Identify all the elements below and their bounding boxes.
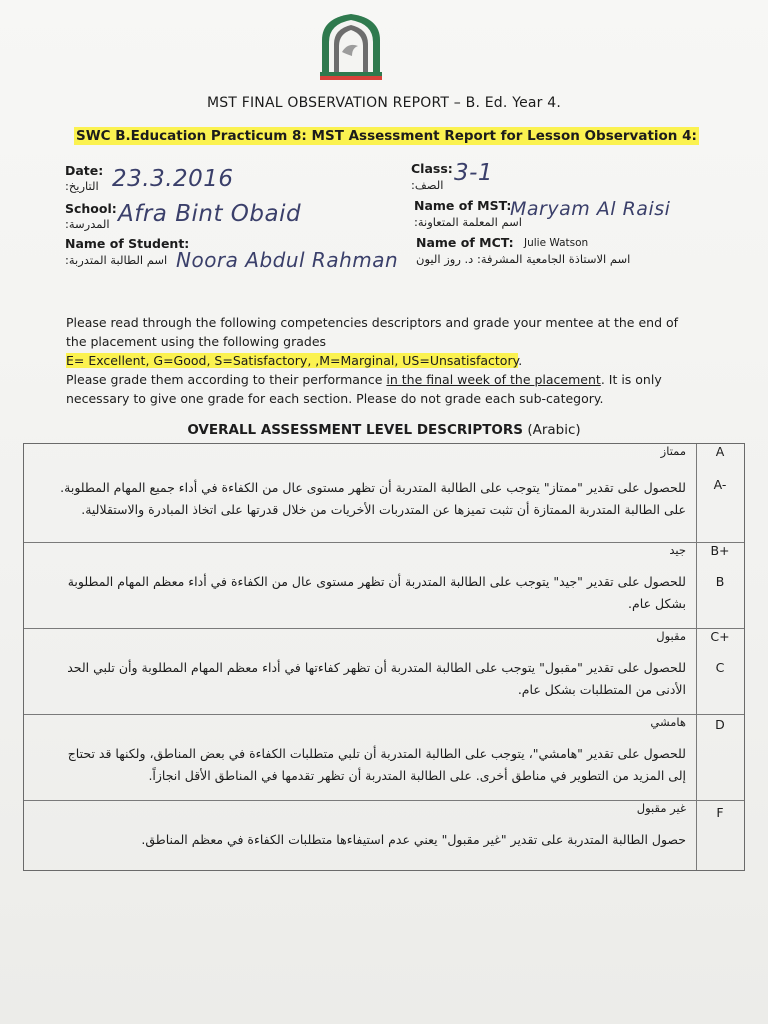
table-row (24, 542, 744, 628)
instructions: Please read through the following competencies descriptors and grade your mentee at the end of the placement using the following grades E= Excellent, G=Good, S=Satisfactory, ,M=Marginal, US=Unsatisfactory. Please grade them according to their performance in the final week of the placement. It is only necessary to give one grade for each section. Please do not grade each sub-category. (66, 313, 686, 408)
instructions-line-1: Please read through the following competencies descriptors and grade your mentee at the end of (66, 315, 679, 330)
grade-label: F (716, 805, 724, 820)
class-label: Class: (411, 161, 453, 176)
descriptors-table (23, 443, 745, 871)
date-label-ar: التاريخ: (65, 179, 99, 193)
date-value: 23.3.2016 (112, 166, 234, 192)
school-value: Afra Bint Obaid (118, 201, 302, 227)
descriptors-table-title: OVERALL ASSESSMENT LEVEL DESCRIPTORS (Arabic) (187, 422, 581, 438)
descriptor-line: بشكل عام. (628, 596, 686, 611)
class-value: 3-1 (454, 160, 494, 186)
class-label-ar: الصف: (411, 178, 444, 192)
student-name-label: Name of Student: (65, 236, 190, 251)
descriptor-line: للحصول على تقدير "جيد" يتوجب على الطالبة المتدربة أن تظهر مستوى عال من الكفاءة في أداء معظم المهام المطلوبة (67, 574, 686, 589)
instructions-line-3-underlined: in the final week of the placement (386, 372, 601, 387)
college-logo-icon (318, 12, 384, 82)
grade-label: B+ (710, 543, 730, 558)
instructions-line-2: the placement using the following grades (66, 334, 327, 349)
grade-label: B (715, 574, 725, 589)
grade-label: D (715, 717, 725, 732)
descriptor-line: الأدنى من المتطلبات بشكل عام. (517, 682, 686, 697)
grade-label: C+ (710, 629, 730, 644)
table-row (24, 714, 744, 800)
grade-label: A- (713, 477, 727, 492)
mct-name-label-ar: اسم الاستاذة الجامعية المشرفة: د. روز اليون (416, 252, 631, 266)
descriptor-line: على الطالبة المتدربة الممتازة أن تثبت تميزها عن المتدربات الأخريات من خلال قدرتها على اتخاذ المبادرة والاستقلالية. (81, 502, 686, 517)
instructions-line-4: necessary to give one grade for each section. Please do not grade each sub-category. (66, 391, 604, 406)
grade-label: C (715, 660, 725, 675)
student-name-label-ar: اسم الطالبة المتدربة: (65, 253, 168, 267)
table-row (24, 444, 744, 542)
grade-scale: E= Excellent, G=Good, S=Satisfactory, ,M=Marginal, US=Unsatisfactory (66, 353, 519, 368)
descriptor-line: حصول الطالبة المتدربة على تقدير "غير مقبول" يعني عدم استيفاءها متطلبات الكفاءة في معظم المناطق. (141, 832, 686, 847)
descriptor-heading: مقبول (656, 629, 686, 643)
mst-name-label-ar: اسم المعلمة المتعاونة: (414, 215, 522, 229)
descriptor-line: للحصول على تقدير "ممتاز" يتوجب على الطالبة المتدربة أن تظهر مستوى عال من الكفاءة في أداء جميع المهام المطلوبة. (60, 480, 686, 495)
document-subtitle: SWC B.Education Practicum 8: MST Assessment Report for Lesson Observation 4: (76, 128, 697, 144)
instructions-line-3a: Please grade them according to their performance (66, 372, 387, 387)
table-row (24, 800, 744, 870)
date-label: Date: (65, 163, 104, 178)
student-name-value: Noora Abdul Rahman (176, 248, 399, 272)
school-label-ar: المدرسة: (65, 217, 110, 231)
descriptor-line: إلى المزيد من التطوير في مناطق أخرى. على الطالبة المتدربة أن تظهر تقدمها في المناطق الأقل انجازاً. (148, 768, 686, 783)
descriptor-heading: جيد (669, 543, 686, 557)
table-row (24, 628, 744, 714)
mst-name-value: Maryam Al Raisi (510, 198, 671, 220)
mct-name-value: Julie Watson (524, 237, 589, 249)
descriptor-heading: ممتاز (660, 444, 686, 458)
descriptor-heading: غير مقبول (636, 801, 686, 815)
descriptor-heading: هامشي (650, 715, 686, 729)
descriptor-line: للحصول على تقدير "مقبول" يتوجب على الطالبة المتدربة أن تظهر كفاءتها في أداء معظم المهام المطلوبة وأن تلبي الحد (67, 660, 686, 675)
grade-label: A (715, 444, 725, 459)
mct-name-label: Name of MCT: (416, 235, 514, 250)
descriptor-line: للحصول على تقدير "هامشي"، يتوجب على الطالبة المتدربة أن تلبي متطلبات الكفاءة في بعض المناطق، ولكنها قد تحتاج (67, 746, 686, 761)
school-label: School: (65, 201, 117, 216)
mst-name-label: Name of MST: (414, 198, 512, 213)
document-title: MST FINAL OBSERVATION REPORT – B. Ed. Year 4. (206, 95, 562, 111)
instructions-line-3b: . It is only (600, 372, 662, 387)
